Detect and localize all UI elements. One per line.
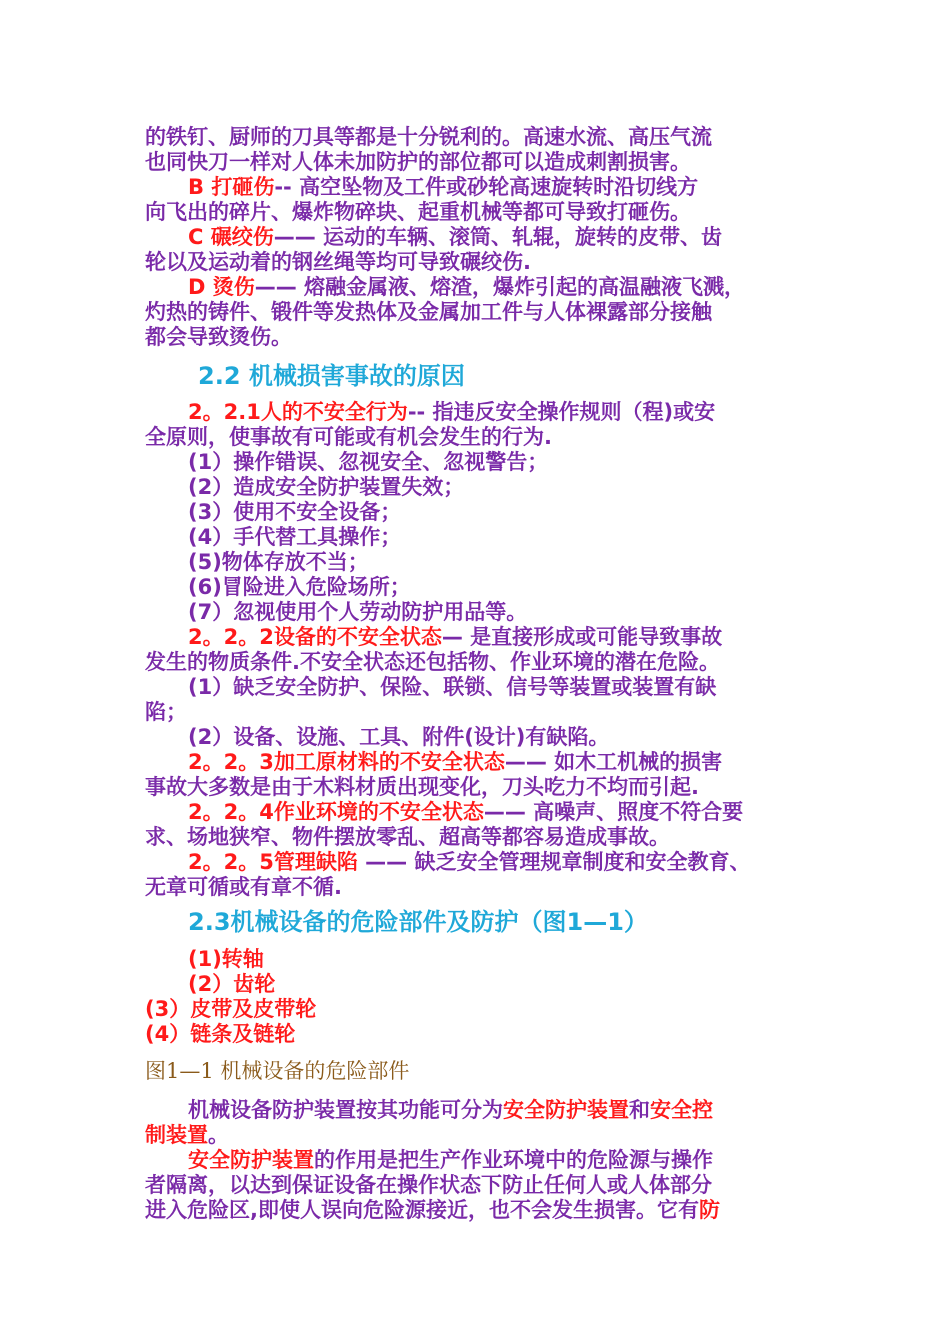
highlight-term: (2）齿轮: [188, 972, 276, 996]
text-segment: 。: [208, 1123, 229, 1147]
text-line: [145, 996, 316, 1022]
text-segment: 灼热的铸件、锻件等发热体及金属加工件与人体裸露部分接触: [145, 300, 712, 324]
text-line: [145, 149, 691, 175]
highlight-term: 安全控: [650, 1098, 713, 1122]
text-line: [188, 674, 716, 700]
text-line: [188, 524, 401, 550]
text-line: [145, 774, 699, 800]
text-line: [188, 1147, 713, 1173]
highlight-term: B 打砸伤: [188, 175, 275, 199]
text-segment: 轮以及运动着的钢丝绳等均可导致碾绞伤.: [145, 250, 531, 274]
highlight-term: (3）皮带及皮带轮: [145, 997, 317, 1021]
text-line: [188, 449, 548, 475]
text-segment: —— 熔融金属液、熔渣，爆炸引起的高温融液飞溅，: [254, 275, 746, 299]
highlight-term: C 碾绞伤: [188, 225, 274, 249]
text-segment: 也同快刀一样对人体未加防护的部位都可以造成刺割损害。: [145, 150, 691, 174]
text-segment: 进入危险区,即使人误向危险源接近，也不会发生损害。它有: [145, 1198, 699, 1222]
text-line: [188, 749, 722, 775]
text-line: [145, 199, 691, 225]
text-segment: 事故大多数是由于木料材质出现变化，刀头吃力不均而引起.: [145, 775, 699, 799]
text-line: [145, 299, 712, 325]
text-line: [188, 499, 401, 525]
text-line: [188, 849, 750, 875]
text-segment: (3）使用不安全设备；: [188, 500, 402, 524]
text-segment: 的铁钉、厨师的刀具等都是十分锐利的。高速水流、高压气流: [145, 125, 712, 149]
text-segment: 求、场地狭窄、物件摆放零乱、超高等都容易造成事故。: [145, 825, 670, 849]
highlight-term: (4）链条及链轮: [145, 1022, 296, 1046]
highlight-term: (1)转轴: [188, 947, 264, 971]
text-line: [188, 624, 722, 650]
text-segment: —— 缺乏安全管理规章制度和安全教育、: [357, 850, 751, 874]
text-segment: -- 指违反安全操作规则（程)或安: [407, 400, 716, 424]
text-segment: —— 如木工机械的损害: [504, 750, 723, 774]
text-line: [145, 649, 720, 675]
text-line: [145, 324, 292, 350]
text-segment: 陷；: [145, 700, 187, 724]
highlight-term: 2。2。4作业环境的不安全状态: [188, 800, 484, 824]
text-line: [188, 599, 527, 625]
text-segment: -- 高空坠物及工件或砂轮高速旋转时沿切线方: [274, 175, 699, 199]
text-segment: (1）操作错误、忽视安全、忽视警告；: [188, 450, 549, 474]
highlight-term: 2。2。3加工原材料的不安全状态: [188, 750, 505, 774]
highlight-term: 安全防护装置: [503, 1098, 629, 1122]
figure-caption: [145, 1058, 409, 1084]
text-segment: 和: [629, 1098, 650, 1122]
text-line: [145, 1122, 229, 1148]
text-segment: (2）造成安全防护装置失效；: [188, 475, 465, 499]
text-line: [188, 274, 745, 300]
text-line: [145, 699, 187, 725]
text-line: [145, 824, 670, 850]
text-segment: 全原则，使事故有可能或有机会发生的行为.: [145, 425, 552, 449]
text-segment: (4）手代替工具操作；: [188, 525, 402, 549]
text-segment: 机械设备防护装置按其功能可分为: [188, 1098, 503, 1122]
text-segment: 的作用是把生产作业环境中的危险源与操作: [314, 1148, 713, 1172]
highlight-term: 安全防护装置: [188, 1148, 314, 1172]
highlight-term: 2。2。2设备的不安全状态: [188, 625, 442, 649]
highlight-term: 防: [698, 1198, 720, 1222]
text-line: [145, 1172, 712, 1198]
text-segment: (6)冒险进入危险场所；: [188, 575, 411, 599]
text-line: [145, 1197, 720, 1223]
text-line: [188, 549, 369, 575]
text-line: [188, 224, 722, 250]
highlight-term: 2。2.1人的不安全行为: [188, 400, 408, 424]
text-segment: 者隔离，以达到保证设备在操作状态下防止任何人或人体部分: [145, 1173, 712, 1197]
text-line: [188, 574, 411, 600]
text-segment: 2.2 机械损害事故的原因: [198, 362, 465, 390]
text-segment: 图1—1 机械设备的危险部件: [145, 1059, 410, 1083]
text-segment: (5)物体存放不当；: [188, 550, 369, 574]
section-heading: [188, 907, 648, 937]
highlight-term: 2。2。5管理缺陷: [188, 850, 358, 874]
text-line: [145, 424, 552, 450]
text-line: [188, 1097, 713, 1123]
text-segment: 无章可循或有章不循.: [145, 875, 342, 899]
highlight-term: 制装置: [145, 1123, 208, 1147]
text-line: [145, 124, 712, 150]
text-line: [188, 474, 464, 500]
text-line: [188, 174, 698, 200]
text-line: [145, 874, 342, 900]
text-line: [188, 724, 609, 750]
text-segment: —— 运动的车辆、滚筒、轧辊，旋转的皮带、齿: [273, 225, 723, 249]
text-segment: 发生的物质条件.不安全状态还包括物、作业环境的潜在危险。: [145, 650, 720, 674]
text-segment: (7）忽视使用个人劳动防护用品等。: [188, 600, 528, 624]
text-segment: 2.3机械设备的危险部件及防护（图1—1）: [188, 908, 648, 936]
highlight-term: D 烫伤: [188, 275, 255, 299]
text-segment: (2）设备、设施、工具、附件(设计)有缺陷。: [188, 725, 610, 749]
text-line: [145, 1021, 295, 1047]
text-line: [188, 799, 743, 825]
text-line: [188, 946, 264, 972]
text-line: [145, 249, 531, 275]
text-segment: — 是直接形成或可能导致事故: [441, 625, 723, 649]
section-heading: [198, 361, 465, 391]
text-segment: 向飞出的碎片、爆炸物碎块、起重机械等都可导致打砸伤。: [145, 200, 691, 224]
text-segment: 都会导致烫伤。: [145, 325, 292, 349]
text-segment: (1）缺乏安全防护、保险、联锁、信号等装置或装置有缺: [188, 675, 717, 699]
text-line: [188, 971, 275, 997]
text-line: [188, 399, 715, 425]
text-segment: —— 高噪声、照度不符合要: [483, 800, 744, 824]
